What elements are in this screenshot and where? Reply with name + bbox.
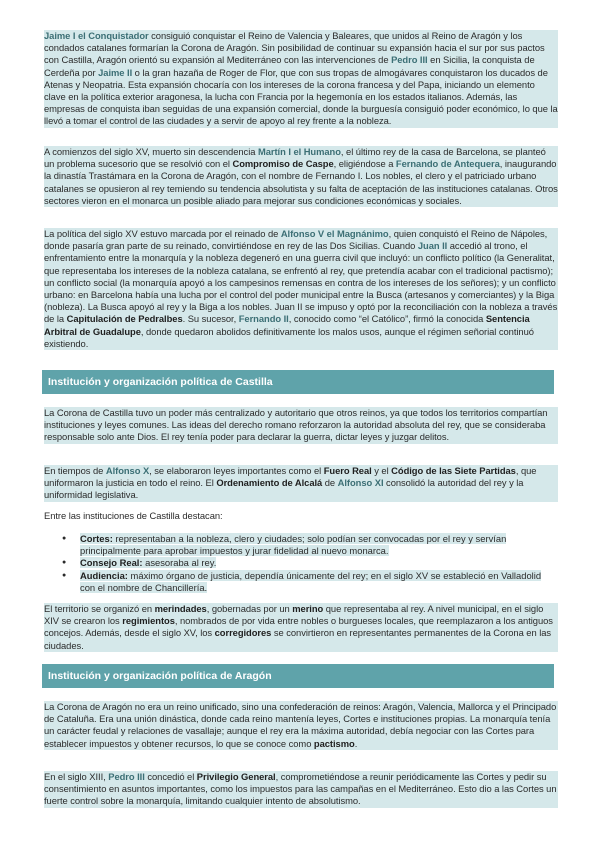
highlight-name: Pedro III (391, 54, 428, 66)
paragraph-text: Entre las instituciones de Castilla destacan: (44, 510, 223, 521)
text-run: consolidó la autoridad del rey y la uniformidad legislativa. (44, 477, 524, 501)
bold-term: Sentencia Arbitral de Guadalupe (44, 313, 530, 337)
bold-term: Audiencia: (80, 569, 128, 581)
highlight-name: Fernando de Antequera (395, 158, 500, 170)
paragraph-jaime-i (44, 30, 558, 128)
text-run: asesoraba al rey. (142, 557, 217, 569)
text-run: La política del siglo XV estuvo marcada por el reinado de (44, 228, 281, 239)
highlight-name: Juan II (417, 240, 448, 252)
highlight-name: Alfonso V el Magnánimo (280, 228, 389, 239)
text-run: se convirtieron en representantes permanentes de la Corona en las ciudades. (44, 627, 552, 651)
paragraph-text (44, 603, 558, 652)
text-run: de (322, 477, 338, 489)
text-run: máximo órgano de justicia, dependía únicamente del rey; en el siglo XV se estableció en Valladolid con el nombre de Chancillería. (80, 569, 542, 593)
section-heading-aragon: Institución y organización política de Aragón (42, 664, 554, 688)
paragraph-alfonso-x (44, 465, 558, 502)
paragraph-compromiso-caspe (44, 146, 558, 207)
bold-term: Consejo Real: (80, 557, 143, 569)
highlight-name: Jaime II (98, 66, 133, 78)
bold-term: merino (292, 603, 324, 614)
bold-term: Capitulación de Pedralbes (66, 313, 183, 325)
text-run: En el siglo XIII, (44, 771, 109, 782)
paragraph-text: La Corona de Castilla tuvo un poder más centralizado y autoritario que otros reinos, ya que todos los territorios compartían instituciones y leyes comunes. Las ideas del derecho romano reforzaron la autoridad absoluta del rey, que se consideraba responsable solo ante Dios. El rey tenía poder para declarar la guerra, dictar leyes y juzgar delitos. (44, 407, 558, 444)
paragraph-corona-aragon (44, 701, 558, 750)
bold-term: pactismo (313, 737, 355, 749)
section-heading-castilla: Institución y organización política de Castilla (42, 370, 554, 394)
highlight-name: Fernando II (238, 313, 289, 325)
text-run: o la gran hazaña de Roger de Flor, que con sus tropas de almogávares conquistaron los ducados de Atenas y Neopatria. Esta expansión chocaría con los intereses de la corona francesa y del Papa, iniciando un elemento clave en la política exterior aragonesa, la lucha con Francia por la hegemonía en los estados italianos. Además, las empresas de conquista iban seguidas de una expansión comercial, donde la burguesía consiguió poder económico, lo que la llevó a tomar el control de las ciudades y a servir de apoyo al rey frente a la nobleza. (44, 66, 558, 127)
text-run: , el último rey de la casa de Barcelona, se planteó un problema sucesorio que se resolvió con el (44, 146, 546, 170)
text-run: El territorio se organizó en (44, 603, 155, 614)
paragraph-text (44, 228, 558, 350)
text-run: y el (371, 465, 392, 476)
text-run: , comprometiéndose a reunir periódicamente las Cortes y pedir su consentimiento en asuntos importantes, como los impuestos para las campañas en el Mediterráneo. Esto dio a las Cortes un fuerte control sobre la monarquía, limitando cualquier intento de absolutismo. (44, 771, 557, 807)
paragraph-instituciones-intro (44, 510, 558, 522)
bold-term: Cortes: (80, 533, 113, 544)
paragraph-siglo-xv (44, 228, 558, 350)
bold-term: Ordenamiento de Alcalá (216, 477, 323, 489)
highlight-name: Pedro III (108, 771, 145, 782)
text-run: La Corona de Aragón no era un reino unificado, sino una confederación de reinos: Aragón, Valencia, Mallorca y el Principado de Cataluña. Era una unión dinástica, donde cada reino mantenía leyes, Cortes e instituciones propias. La monarquía tenía un carácter feudal y relaciones de vasallaje; aunque el rey era la máxima autoridad, debía negociar con las Cortes para establecer impuestos y obtener recursos, lo que se conoce como (44, 701, 557, 749)
text-run: que representaba al rey. A nivel municipal, en el siglo XIV se crearon los (44, 603, 544, 627)
text-run: , se elaboraron leyes importantes como el (149, 465, 324, 476)
text-run: , que uniformaron la justicia en todo el reino. El (44, 465, 537, 489)
institutions-list (44, 533, 558, 594)
text-run: , gobernadas por un (206, 603, 293, 614)
text-run: representaban a la nobleza, clero y ciudades; solo podían ser convocadas por el rey y servían principalmente para aprobar impuestos y jurar fidelidad al nuevo monarca. (80, 533, 507, 557)
list-item (44, 557, 558, 569)
bold-term: Compromiso de Caspe (232, 158, 334, 170)
paragraph-corona-castilla (44, 407, 558, 444)
bold-term: Código de las Siete Partidas (391, 465, 516, 476)
bold-term: corregidores (214, 627, 272, 639)
highlight-name: Alfonso X (105, 465, 150, 476)
text-run: accedió al trono, el enfrentamiento entre la monarquía y la nobleza degeneró en una guerra civil que incluyó: un conflicto político (la Generalitat, que representaba los intereses de la nobleza catalana, se enfrentó al rey, que pretendía acabar con el tradicional pactismo); un conflicto social (la monarquía apoyó a los campesinos remensas en contra de los intereses de los señores); y un conflicto urbano: en Barcelona había una lucha por el control del poder municipal entre la Busca (artesanos y comerciantes) y la Biga (nobleza). La Busca apoyó al rey y la Biga a los nobles. Juan II se impuso y optó por la reconciliación con la nobleza a través de la (44, 240, 558, 325)
highlight-name: Jaime I el Conquistador (44, 30, 149, 41)
paragraph-text (44, 30, 558, 128)
text-run: , inaugurando la dinastía Trastámara en la Corona de Aragón, con el nombre de Fernando I. Los nobles, el clero y el patriciado urbano catalanes se opusieron al rey temiendo su tendencia absolutista y su falta de aceptación de las instituciones catalanas. Otros sectores vieron en el monarca un posible aliado para mejorar sus condiciones económicas y sociales. (44, 158, 558, 206)
text-run: , quien conquistó el Reino de Nápoles, donde pasaría gran parte de su reinado, convirtiéndose en rey de las Dos Sicilias. Cuando (44, 228, 548, 252)
text-run: En tiempos de (44, 465, 106, 476)
bold-term: merindades (154, 603, 207, 614)
text-run: . (354, 737, 358, 749)
paragraph-privilegio-general (44, 771, 558, 808)
text-run: A comienzos del siglo XV, muerto sin descendencia (44, 146, 258, 157)
paragraph-text (44, 146, 558, 207)
text-run: consiguió conquistar el Reino de Valencia y Baleares, que unidos al Reino de Aragón y los condados catalanes formarían la Corona de Aragón. Sin posibilidad de continuar su expansión hacia el sur por sus pactos con Castilla, Aragón orientó su expansión al Mediterráneo con las intervenciones de (44, 30, 545, 66)
text-run: , donde quedaron abolidos definitivamente los malos usos, aunque el régimen señorial continuó existiendo. (44, 325, 534, 349)
highlight-name: Martín I el Humano (257, 146, 341, 157)
text-run: , conocido como “el Católico”, firmó la conocida (288, 313, 486, 325)
text-run: concedió el (144, 771, 197, 782)
paragraph-text (44, 771, 558, 808)
bold-term: regimientos (122, 615, 175, 627)
text-run: en Sicilia, la conquista de Cerdeña por (44, 54, 535, 78)
text-run: , nombrados de por vida entre nobles o burgueses locales, que reemplazaron a los antiguos concejos. Además, desde el siglo XV, los (44, 615, 553, 639)
paragraph-text (44, 465, 558, 502)
list-item (44, 570, 558, 594)
bold-term: Privilegio General (196, 771, 276, 782)
paragraph-text (44, 701, 558, 750)
bold-term: Fuero Real (323, 465, 372, 476)
highlight-name: Alfonso XI (337, 477, 384, 489)
list-item (44, 533, 558, 557)
text-run: . Su sucesor, (182, 313, 239, 325)
text-run: , eligiéndose a (333, 158, 396, 170)
paragraph-territorio (44, 603, 558, 652)
